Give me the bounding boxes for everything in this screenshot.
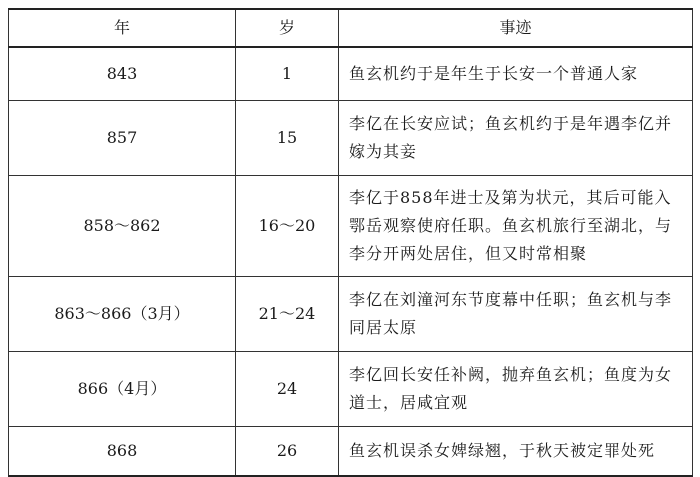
cell-year: 868 xyxy=(9,427,236,477)
cell-age: 16～20 xyxy=(236,176,339,277)
table-body xyxy=(9,47,693,476)
cell-year: 858～862 xyxy=(9,176,236,277)
cell-event: 李亿在刘潼河东节度幕中任职；鱼玄机与李同居太原 xyxy=(339,277,693,352)
table-row xyxy=(9,101,693,176)
cell-year: 857 xyxy=(9,101,236,176)
table-row xyxy=(9,277,693,352)
cell-age: 24 xyxy=(236,352,339,427)
table-header xyxy=(9,9,693,47)
cell-age: 1 xyxy=(236,47,339,101)
table-row xyxy=(9,47,693,101)
cell-event: 李亿回长安任补阙，抛弃鱼玄机；鱼度为女道士，居咸宜观 xyxy=(339,352,693,427)
header-year: 年 xyxy=(9,9,236,47)
chronology-table xyxy=(8,8,693,477)
cell-age: 21～24 xyxy=(236,277,339,352)
header-event: 事迹 xyxy=(339,9,693,47)
header-row xyxy=(9,9,693,47)
table-row xyxy=(9,176,693,277)
cell-event: 鱼玄机误杀女婢绿翘，于秋天被定罪处死 xyxy=(339,427,693,477)
cell-event: 李亿于858年进士及第为状元，其后可能入鄂岳观察使府任职。鱼玄机旅行至湖北，与李分开两处居住，但又时常相聚 xyxy=(339,176,693,277)
cell-age: 15 xyxy=(236,101,339,176)
header-age: 岁 xyxy=(236,9,339,47)
cell-age: 26 xyxy=(236,427,339,477)
cell-event: 鱼玄机约于是年生于长安一个普通人家 xyxy=(339,47,693,101)
cell-year: 863～866（3月） xyxy=(9,277,236,352)
table-row xyxy=(9,427,693,477)
cell-year: 843 xyxy=(9,47,236,101)
cell-event: 李亿在长安应试；鱼玄机约于是年遇李亿并嫁为其妾 xyxy=(339,101,693,176)
cell-year: 866（4月） xyxy=(9,352,236,427)
table-row xyxy=(9,352,693,427)
